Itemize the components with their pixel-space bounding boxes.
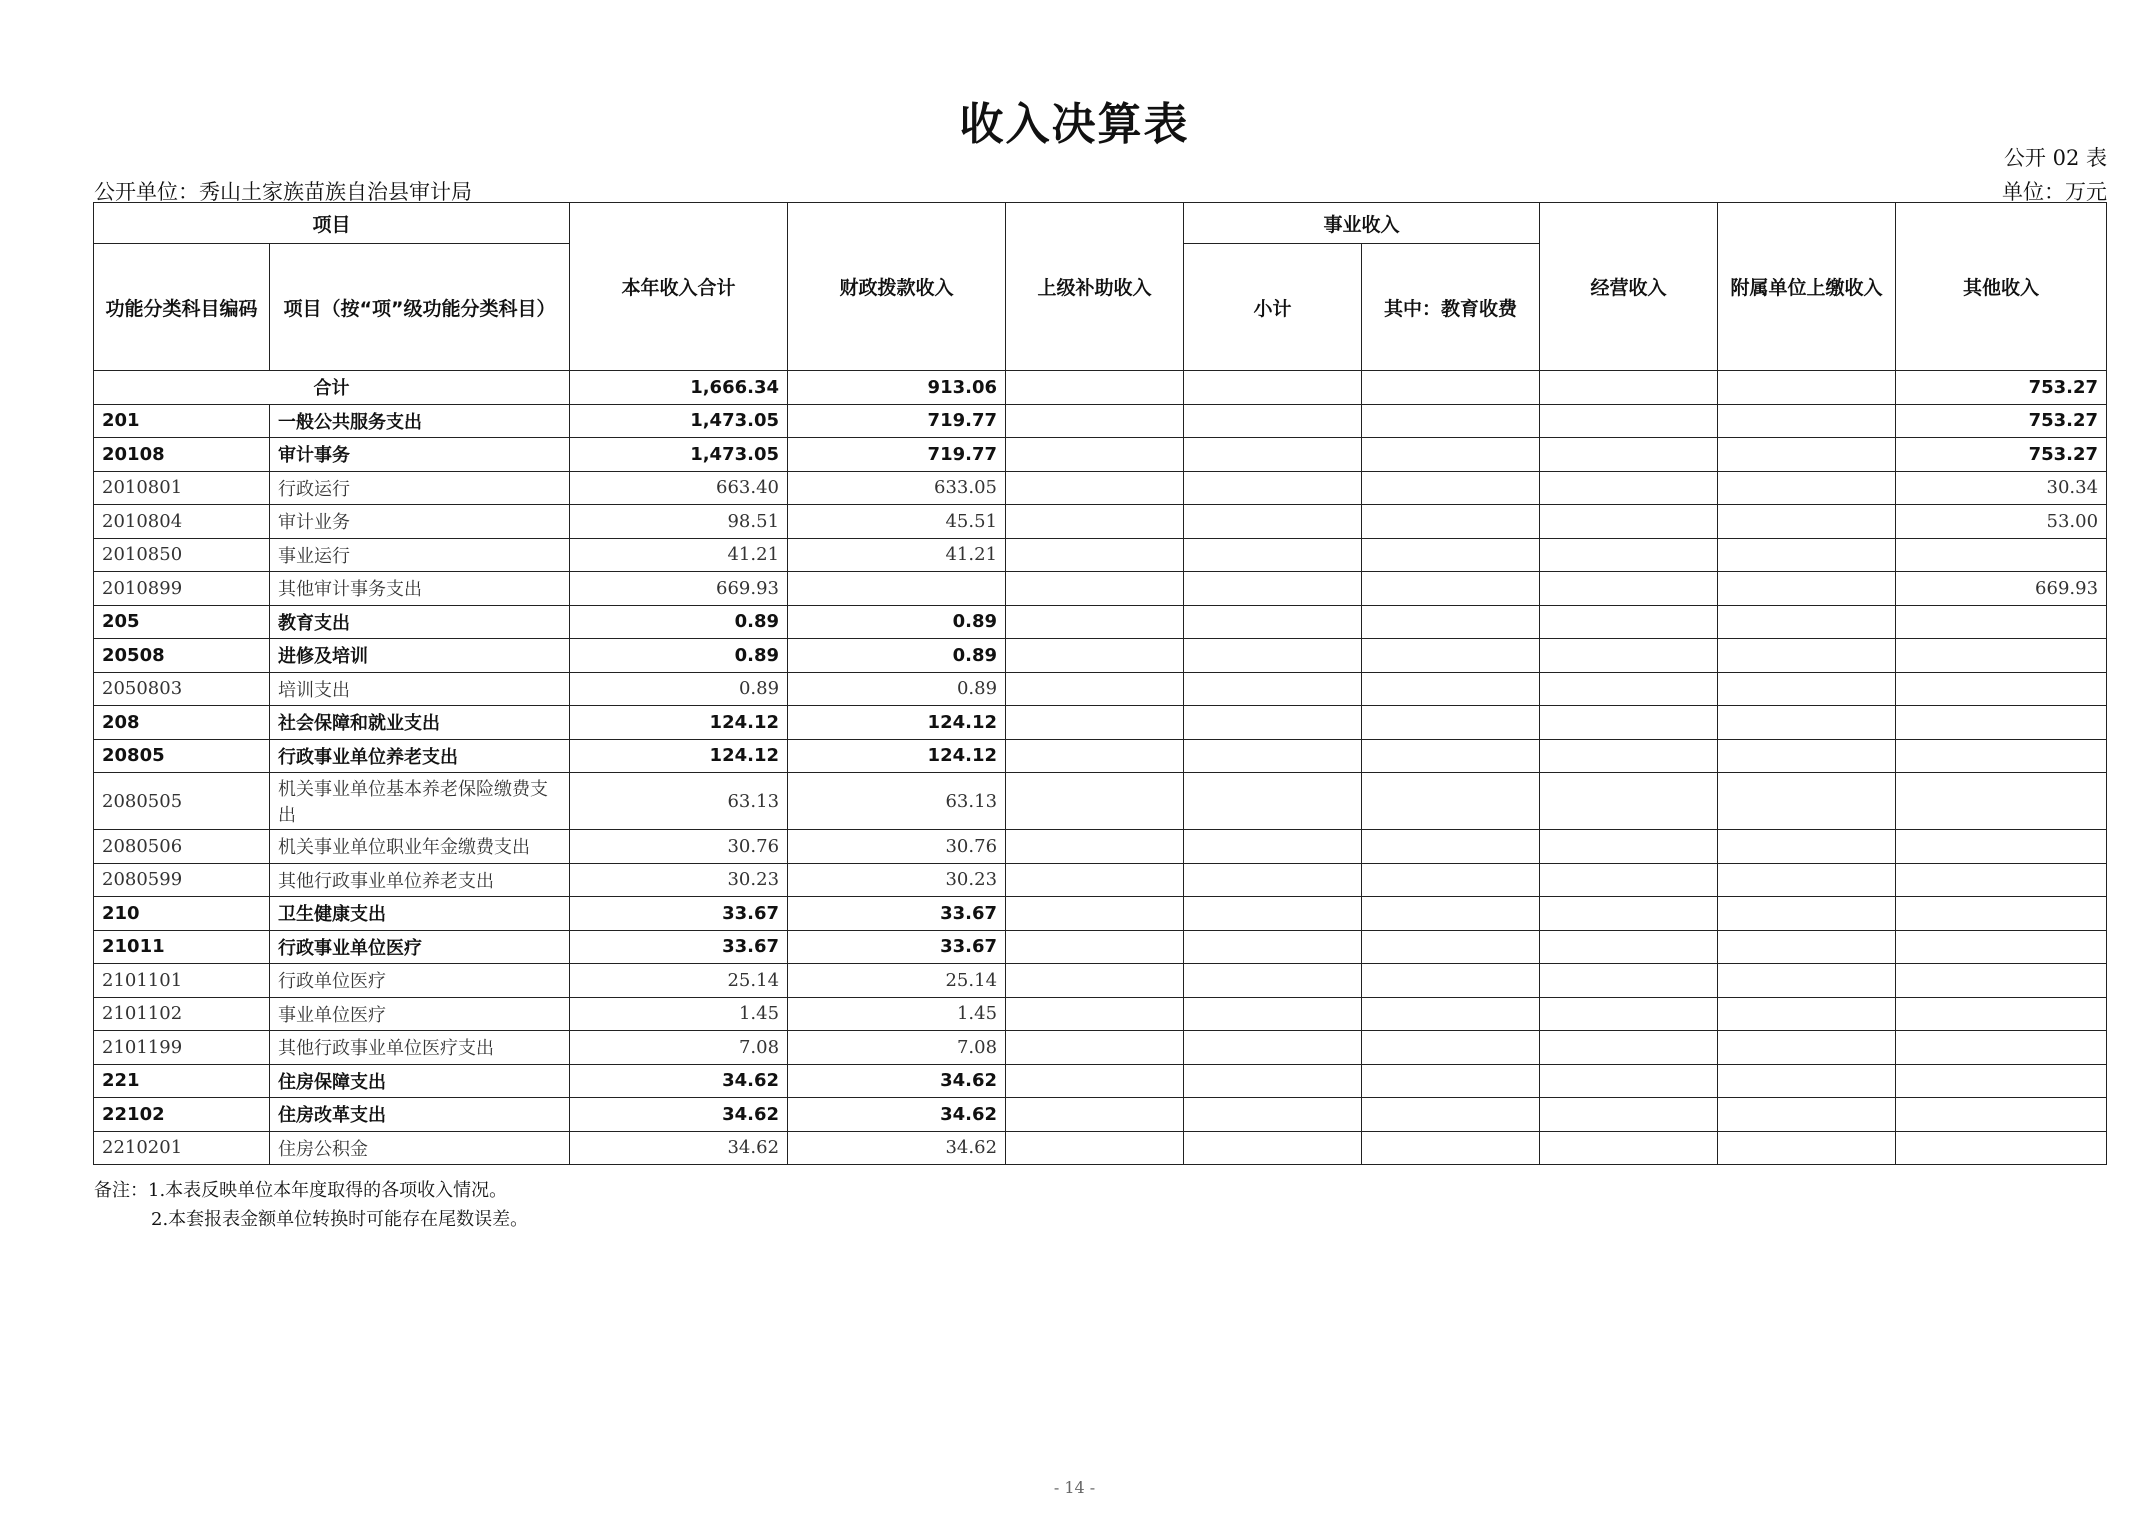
cell-other	[1896, 706, 2107, 740]
table-row	[94, 863, 2107, 897]
cell-subtotal	[1184, 930, 1362, 964]
cell-education	[1362, 672, 1540, 706]
cell-affiliated	[1718, 930, 1896, 964]
cell-fiscal: 0.89	[788, 639, 1006, 673]
cell-superior	[1006, 964, 1184, 998]
cell-other	[1896, 605, 2107, 639]
cell-code: 2010850	[94, 538, 270, 572]
cell-affiliated	[1718, 706, 1896, 740]
cell-affiliated	[1718, 739, 1896, 773]
cell-operating	[1540, 1131, 1718, 1165]
cell-affiliated	[1718, 672, 1896, 706]
cell-fiscal: 34.62	[788, 1064, 1006, 1098]
cell-code: 201	[94, 404, 270, 438]
table-row	[94, 1031, 2107, 1065]
cell-operating	[1540, 471, 1718, 505]
cell-affiliated	[1718, 964, 1896, 998]
cell-code: 2080506	[94, 830, 270, 864]
income-table	[93, 202, 2107, 1165]
cell-operating	[1540, 830, 1718, 864]
cell-subtotal	[1184, 1098, 1362, 1132]
cell-other: 753.27	[1896, 404, 2107, 438]
cell-affiliated	[1718, 572, 1896, 606]
cell-superior	[1006, 639, 1184, 673]
table-row	[94, 438, 2107, 472]
cell-total: 34.62	[570, 1064, 788, 1098]
cell-fiscal: 124.12	[788, 706, 1006, 740]
cell-fiscal: 719.77	[788, 404, 1006, 438]
cell-affiliated	[1718, 863, 1896, 897]
cell-other: 669.93	[1896, 572, 2107, 606]
form-number: 公开 02 表	[2003, 146, 2107, 170]
cell-superior	[1006, 471, 1184, 505]
table-row	[94, 739, 2107, 773]
cell-operating	[1540, 538, 1718, 572]
cell-fiscal: 30.76	[788, 830, 1006, 864]
cell-education	[1362, 830, 1540, 864]
table-row	[94, 1131, 2107, 1165]
cell-total: 7.08	[570, 1031, 788, 1065]
cell-education	[1362, 471, 1540, 505]
cell-other	[1896, 672, 2107, 706]
cell-operating	[1540, 863, 1718, 897]
cell-total: 30.23	[570, 863, 788, 897]
cell-other	[1896, 997, 2107, 1031]
cell-superior	[1006, 572, 1184, 606]
cell-superior	[1006, 930, 1184, 964]
table-row	[94, 471, 2107, 505]
cell-fiscal: 34.62	[788, 1131, 1006, 1165]
cell-other	[1896, 830, 2107, 864]
cell-education	[1362, 739, 1540, 773]
cell-code: 20805	[94, 739, 270, 773]
cell-name: 事业运行	[270, 538, 570, 572]
cell-education	[1362, 930, 1540, 964]
cell-total: 41.21	[570, 538, 788, 572]
table-row	[94, 404, 2107, 438]
cell-name: 社会保障和就业支出	[270, 706, 570, 740]
cell-operating	[1540, 371, 1718, 405]
cell-name: 其他审计事务支出	[270, 572, 570, 606]
cell-operating	[1540, 1031, 1718, 1065]
note-line-2: 2.本套报表金额单位转换时可能存在尾数误差。	[151, 1209, 529, 1230]
cell-education	[1362, 1064, 1540, 1098]
cell-affiliated	[1718, 1098, 1896, 1132]
cell-affiliated	[1718, 1031, 1896, 1065]
table-row	[94, 997, 2107, 1031]
page-title: 收入决算表	[959, 99, 1190, 150]
cell-name: 机关事业单位职业年金缴费支出	[270, 830, 570, 864]
cell-fiscal: 0.89	[788, 605, 1006, 639]
cell-subtotal	[1184, 997, 1362, 1031]
cell-other: 753.27	[1896, 438, 2107, 472]
cell-education	[1362, 505, 1540, 539]
table-body	[94, 371, 2107, 1165]
cell-affiliated	[1718, 404, 1896, 438]
header-business: 事业收入	[1184, 203, 1540, 244]
cell-superior	[1006, 739, 1184, 773]
cell-education	[1362, 1098, 1540, 1132]
header-superior: 上级补助收入	[1006, 203, 1184, 371]
cell-other	[1896, 1131, 2107, 1165]
cell-fiscal: 0.89	[788, 672, 1006, 706]
cell-name: 教育支出	[270, 605, 570, 639]
cell-fiscal	[788, 572, 1006, 606]
cell-total: 34.62	[570, 1131, 788, 1165]
table-row	[94, 505, 2107, 539]
table-row	[94, 830, 2107, 864]
cell-subtotal	[1184, 739, 1362, 773]
cell-code: 20108	[94, 438, 270, 472]
cell-code: 2101102	[94, 997, 270, 1031]
cell-code: 2010899	[94, 572, 270, 606]
cell-other: 30.34	[1896, 471, 2107, 505]
header-item: 项目（按“项”级功能分类科目）	[270, 244, 570, 371]
cell-total: 34.62	[570, 1098, 788, 1132]
page-number: - 14 -	[1053, 1478, 1096, 1497]
cell-subtotal	[1184, 897, 1362, 931]
cell-other	[1896, 930, 2107, 964]
cell-other: 53.00	[1896, 505, 2107, 539]
header-subtotal: 小计	[1184, 244, 1362, 371]
cell-name: 住房公积金	[270, 1131, 570, 1165]
cell-subtotal	[1184, 639, 1362, 673]
cell-superior	[1006, 1064, 1184, 1098]
cell-name: 进修及培训	[270, 639, 570, 673]
cell-affiliated	[1718, 438, 1896, 472]
cell-education	[1362, 863, 1540, 897]
cell-code: 20508	[94, 639, 270, 673]
cell-education	[1362, 1131, 1540, 1165]
cell-other	[1896, 964, 2107, 998]
cell-operating	[1540, 930, 1718, 964]
cell-superior	[1006, 505, 1184, 539]
cell-name: 培训支出	[270, 672, 570, 706]
note-line-1: 备注：1.本表反映单位本年度取得的各项收入情况。	[94, 1180, 508, 1201]
cell-name: 住房改革支出	[270, 1098, 570, 1132]
header-operating: 经营收入	[1540, 203, 1718, 371]
cell-code: 2050803	[94, 672, 270, 706]
cell-operating	[1540, 739, 1718, 773]
cell-fiscal: 30.23	[788, 863, 1006, 897]
cell-operating	[1540, 964, 1718, 998]
cell-name: 行政运行	[270, 471, 570, 505]
cell-subtotal	[1184, 706, 1362, 740]
cell-operating	[1540, 897, 1718, 931]
cell-fiscal: 45.51	[788, 505, 1006, 539]
cell-subtotal	[1184, 1131, 1362, 1165]
cell-code: 22102	[94, 1098, 270, 1132]
cell-education	[1362, 404, 1540, 438]
cell-education	[1362, 371, 1540, 405]
table-row	[94, 538, 2107, 572]
cell-superior	[1006, 773, 1184, 830]
cell-fiscal: 124.12	[788, 739, 1006, 773]
header-code: 功能分类科目编码	[94, 244, 270, 371]
cell-code: 2101101	[94, 964, 270, 998]
cell-superior	[1006, 997, 1184, 1031]
cell-name: 其他行政事业单位医疗支出	[270, 1031, 570, 1065]
cell-other	[1896, 739, 2107, 773]
cell-name: 审计业务	[270, 505, 570, 539]
cell-superior	[1006, 1031, 1184, 1065]
cell-education	[1362, 773, 1540, 830]
currency-unit: 单位：万元	[2002, 180, 2107, 204]
cell-total: 33.67	[570, 930, 788, 964]
cell-education	[1362, 997, 1540, 1031]
cell-total: 124.12	[570, 706, 788, 740]
cell-subtotal	[1184, 1031, 1362, 1065]
cell-total: 25.14	[570, 964, 788, 998]
cell-subtotal	[1184, 863, 1362, 897]
cell-operating	[1540, 773, 1718, 830]
table-row	[94, 773, 2107, 830]
cell-other	[1896, 639, 2107, 673]
cell-subtotal	[1184, 505, 1362, 539]
table-row	[94, 1098, 2107, 1132]
cell-fiscal: 33.67	[788, 897, 1006, 931]
cell-education	[1362, 572, 1540, 606]
cell-code: 210	[94, 897, 270, 931]
cell-fiscal: 7.08	[788, 1031, 1006, 1065]
cell-operating	[1540, 997, 1718, 1031]
table-row	[94, 639, 2107, 673]
cell-total: 1,473.05	[570, 438, 788, 472]
cell-name: 行政单位医疗	[270, 964, 570, 998]
cell-affiliated	[1718, 830, 1896, 864]
cell-superior	[1006, 672, 1184, 706]
table-row	[94, 572, 2107, 606]
table-row	[94, 706, 2107, 740]
cell-affiliated	[1718, 605, 1896, 639]
cell-other	[1896, 1031, 2107, 1065]
cell-total: 124.12	[570, 739, 788, 773]
cell-affiliated	[1718, 897, 1896, 931]
header-project: 项目	[94, 203, 570, 244]
cell-fiscal: 719.77	[788, 438, 1006, 472]
cell-fiscal: 33.67	[788, 930, 1006, 964]
cell-code: 2010801	[94, 471, 270, 505]
cell-superior	[1006, 1098, 1184, 1132]
cell-superior	[1006, 538, 1184, 572]
cell-education	[1362, 538, 1540, 572]
cell-subtotal	[1184, 538, 1362, 572]
cell-fiscal: 25.14	[788, 964, 1006, 998]
cell-other: 753.27	[1896, 371, 2107, 405]
cell-total: 1.45	[570, 997, 788, 1031]
cell-total: 0.89	[570, 639, 788, 673]
cell-name: 住房保障支出	[270, 1064, 570, 1098]
cell-fiscal: 1.45	[788, 997, 1006, 1031]
cell-code: 205	[94, 605, 270, 639]
cell-subtotal	[1184, 830, 1362, 864]
cell-subtotal	[1184, 371, 1362, 405]
cell-subtotal	[1184, 605, 1362, 639]
cell-total: 663.40	[570, 471, 788, 505]
header-total: 本年收入合计	[570, 203, 788, 371]
cell-subtotal	[1184, 1064, 1362, 1098]
cell-operating	[1540, 639, 1718, 673]
header-affiliated: 附属单位上缴收入	[1718, 203, 1896, 371]
cell-other	[1896, 538, 2107, 572]
cell-code: 2210201	[94, 1131, 270, 1165]
cell-name: 一般公共服务支出	[270, 404, 570, 438]
table-row	[94, 605, 2107, 639]
cell-subtotal	[1184, 572, 1362, 606]
cell-affiliated	[1718, 773, 1896, 830]
cell-education	[1362, 706, 1540, 740]
cell-subtotal	[1184, 773, 1362, 830]
cell-other	[1896, 1098, 2107, 1132]
cell-superior	[1006, 438, 1184, 472]
cell-education	[1362, 964, 1540, 998]
cell-superior	[1006, 897, 1184, 931]
table-row	[94, 930, 2107, 964]
cell-fiscal: 34.62	[788, 1098, 1006, 1132]
cell-affiliated	[1718, 471, 1896, 505]
cell-subtotal	[1184, 964, 1362, 998]
cell-total: 30.76	[570, 830, 788, 864]
cell-total: 63.13	[570, 773, 788, 830]
cell-operating	[1540, 505, 1718, 539]
cell-fiscal: 63.13	[788, 773, 1006, 830]
cell-education	[1362, 639, 1540, 673]
table-row	[94, 897, 2107, 931]
cell-operating	[1540, 1064, 1718, 1098]
notes	[94, 1176, 528, 1234]
cell-name: 审计事务	[270, 438, 570, 472]
cell-code: 21011	[94, 930, 270, 964]
cell-education	[1362, 438, 1540, 472]
cell-total: 98.51	[570, 505, 788, 539]
cell-operating	[1540, 572, 1718, 606]
table-row	[94, 371, 2107, 405]
cell-affiliated	[1718, 505, 1896, 539]
cell-subtotal	[1184, 438, 1362, 472]
cell-code: 2101199	[94, 1031, 270, 1065]
cell-other	[1896, 773, 2107, 830]
cell-name: 机关事业单位基本养老保险缴费支出	[270, 773, 570, 830]
cell-operating	[1540, 438, 1718, 472]
table-row	[94, 964, 2107, 998]
cell-superior	[1006, 404, 1184, 438]
cell-code: 2080505	[94, 773, 270, 830]
cell-affiliated	[1718, 1131, 1896, 1165]
cell-other	[1896, 897, 2107, 931]
cell-education	[1362, 897, 1540, 931]
cell-affiliated	[1718, 997, 1896, 1031]
cell-operating	[1540, 404, 1718, 438]
cell-operating	[1540, 706, 1718, 740]
cell-name: 卫生健康支出	[270, 897, 570, 931]
cell-operating	[1540, 672, 1718, 706]
cell-education	[1362, 605, 1540, 639]
cell-subtotal	[1184, 471, 1362, 505]
cell-total: 0.89	[570, 672, 788, 706]
cell-total: 1,473.05	[570, 404, 788, 438]
cell-total: 33.67	[570, 897, 788, 931]
cell-affiliated	[1718, 639, 1896, 673]
header-other: 其他收入	[1896, 203, 2107, 371]
cell-name: 事业单位医疗	[270, 997, 570, 1031]
cell-education	[1362, 1031, 1540, 1065]
table-row	[94, 1064, 2107, 1098]
cell-fiscal: 633.05	[788, 471, 1006, 505]
cell-code: 208	[94, 706, 270, 740]
cell-code: 2080599	[94, 863, 270, 897]
cell-other	[1896, 1064, 2107, 1098]
header-fiscal: 财政拨款收入	[788, 203, 1006, 371]
cell-superior	[1006, 863, 1184, 897]
cell-fiscal: 913.06	[788, 371, 1006, 405]
cell-superior	[1006, 1131, 1184, 1165]
cell-total: 1,666.34	[570, 371, 788, 405]
cell-operating	[1540, 605, 1718, 639]
header-education: 其中：教育收费	[1362, 244, 1540, 371]
cell-code: 2010804	[94, 505, 270, 539]
cell-name: 行政事业单位医疗	[270, 930, 570, 964]
cell-operating	[1540, 1098, 1718, 1132]
cell-subtotal	[1184, 672, 1362, 706]
cell-superior	[1006, 706, 1184, 740]
table-row	[94, 672, 2107, 706]
cell-total: 0.89	[570, 605, 788, 639]
cell-affiliated	[1718, 538, 1896, 572]
reporting-unit: 公开单位：秀山土家族苗族自治县审计局	[94, 180, 472, 204]
cell-affiliated	[1718, 1064, 1896, 1098]
cell-code: 221	[94, 1064, 270, 1098]
cell-affiliated	[1718, 371, 1896, 405]
cell-subtotal	[1184, 404, 1362, 438]
cell-other	[1896, 863, 2107, 897]
cell-name: 合计	[94, 371, 570, 405]
cell-name: 其他行政事业单位养老支出	[270, 863, 570, 897]
cell-superior	[1006, 830, 1184, 864]
cell-total: 669.93	[570, 572, 788, 606]
cell-superior	[1006, 371, 1184, 405]
cell-superior	[1006, 605, 1184, 639]
cell-name: 行政事业单位养老支出	[270, 739, 570, 773]
cell-fiscal: 41.21	[788, 538, 1006, 572]
